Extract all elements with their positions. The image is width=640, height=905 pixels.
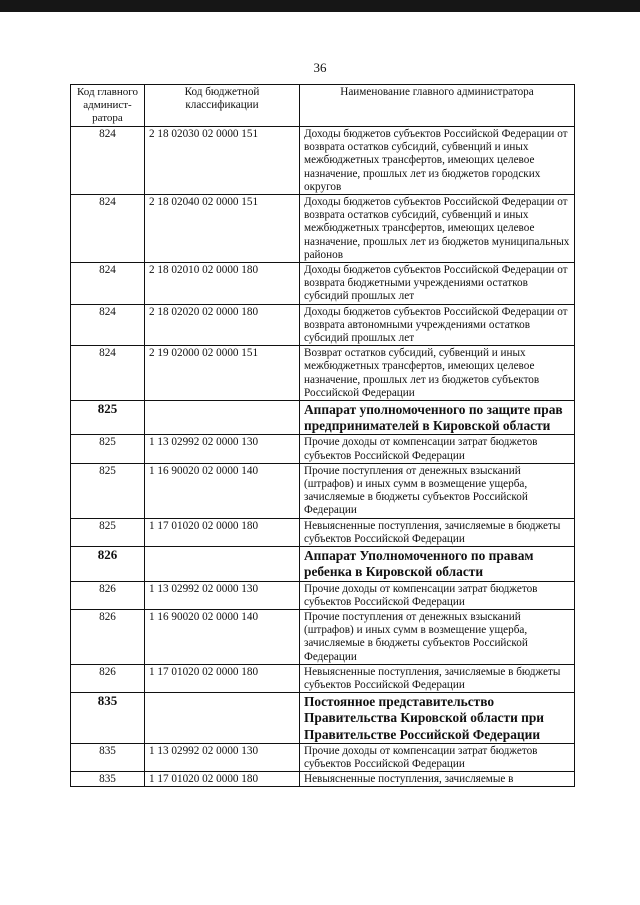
table-header-row bbox=[71, 85, 575, 127]
cell-admin-name: Прочие доходы от компенсации затрат бюджетов субъектов Российской Федерации bbox=[300, 435, 575, 463]
section-row bbox=[71, 401, 575, 435]
cell-admin-code: 825 bbox=[71, 435, 145, 463]
table-row bbox=[71, 127, 575, 195]
cell-budget-code: 2 18 02040 02 0000 151 bbox=[145, 195, 300, 263]
cell-admin-code: 824 bbox=[71, 263, 145, 305]
cell-admin-code: 835 bbox=[71, 693, 145, 744]
cell-budget-code: 1 17 01020 02 0000 180 bbox=[145, 772, 300, 787]
cell-budget-code: 1 13 02992 02 0000 130 bbox=[145, 581, 300, 609]
cell-budget-code: 2 18 02010 02 0000 180 bbox=[145, 263, 300, 305]
table-row bbox=[71, 581, 575, 609]
table-row bbox=[71, 435, 575, 463]
section-row bbox=[71, 547, 575, 581]
cell-admin-name: Доходы бюджетов субъектов Российской Федерации от возврата остатков субсидий, субвенций и иных межбюджетных трансфертов, имеющих целевое назначение, прошлых лет из бюджетов городских округов bbox=[300, 127, 575, 195]
cell-budget-code: 1 13 02992 02 0000 130 bbox=[145, 435, 300, 463]
cell-budget-code bbox=[145, 401, 300, 435]
cell-budget-code bbox=[145, 693, 300, 744]
cell-budget-code: 1 16 90020 02 0000 140 bbox=[145, 609, 300, 664]
cell-budget-code: 1 17 01020 02 0000 180 bbox=[145, 664, 300, 692]
table-row bbox=[71, 518, 575, 546]
cell-admin-name: Невыясненные поступления, зачисляемые в bbox=[300, 772, 575, 787]
table-row bbox=[71, 772, 575, 787]
cell-budget-code: 1 13 02992 02 0000 130 bbox=[145, 743, 300, 771]
cell-admin-code: 825 bbox=[71, 518, 145, 546]
cell-admin-code: 824 bbox=[71, 127, 145, 195]
cell-admin-code: 825 bbox=[71, 463, 145, 518]
cell-budget-code: 2 18 02030 02 0000 151 bbox=[145, 127, 300, 195]
cell-admin-name: Прочие доходы от компенсации затрат бюджетов субъектов Российской Федерации bbox=[300, 743, 575, 771]
table-row bbox=[71, 346, 575, 401]
cell-admin-name: Невыясненные поступления, зачисляемые в бюджеты субъектов Российской Федерации bbox=[300, 664, 575, 692]
cell-admin-code: 824 bbox=[71, 195, 145, 263]
cell-admin-code: 835 bbox=[71, 743, 145, 771]
section-row bbox=[71, 693, 575, 744]
cell-admin-code: 826 bbox=[71, 581, 145, 609]
table-row bbox=[71, 195, 575, 263]
cell-admin-code: 824 bbox=[71, 304, 145, 346]
cell-budget-code bbox=[145, 547, 300, 581]
cell-admin-code: 826 bbox=[71, 664, 145, 692]
cell-admin-name: Прочие поступления от денежных взысканий (штрафов) и иных сумм в возмещение ущерба, зачисляемые в бюджеты субъектов Российской Федерации bbox=[300, 463, 575, 518]
table-row bbox=[71, 664, 575, 692]
section-title: Аппарат Уполномоченного по правам ребенка в Кировской области bbox=[300, 547, 575, 581]
cell-budget-code: 2 18 02020 02 0000 180 bbox=[145, 304, 300, 346]
table-row bbox=[71, 263, 575, 305]
cell-admin-name: Доходы бюджетов субъектов Российской Федерации от возврата автономными учреждениями остатков субсидий прошлых лет bbox=[300, 304, 575, 346]
cell-budget-code: 1 16 90020 02 0000 140 bbox=[145, 463, 300, 518]
cell-admin-name: Прочие доходы от компенсации затрат бюджетов субъектов Российской Федерации bbox=[300, 581, 575, 609]
cell-admin-code: 824 bbox=[71, 346, 145, 401]
section-title: Постоянное представительство Правительства Кировской области при Правительстве Российской Федерации bbox=[300, 693, 575, 744]
cell-admin-code: 826 bbox=[71, 547, 145, 581]
header-admin-name: Наименование главного администратора bbox=[300, 85, 575, 127]
cell-admin-code: 826 bbox=[71, 609, 145, 664]
section-title: Аппарат уполномоченного по защите прав предпринимателей в Кировской области bbox=[300, 401, 575, 435]
cell-admin-name: Прочие поступления от денежных взысканий (штрафов) и иных сумм в возмещение ущерба, зачисляемые в бюджеты субъектов Российской Федерации bbox=[300, 609, 575, 664]
table-row bbox=[71, 304, 575, 346]
cell-admin-code: 825 bbox=[71, 401, 145, 435]
admin-codes-table bbox=[70, 84, 575, 787]
header-admin-code: Код главного админист-ратора bbox=[71, 85, 145, 127]
page-number: 36 bbox=[313, 60, 327, 75]
cell-admin-name: Доходы бюджетов субъектов Российской Федерации от возврата бюджетными учреждениями остатков субсидий прошлых лет bbox=[300, 263, 575, 305]
scan-top-border bbox=[0, 0, 640, 12]
cell-admin-code: 835 bbox=[71, 772, 145, 787]
table-row bbox=[71, 609, 575, 664]
cell-admin-name: Невыясненные поступления, зачисляемые в бюджеты субъектов Российской Федерации bbox=[300, 518, 575, 546]
table-body bbox=[71, 127, 575, 787]
table-row bbox=[71, 743, 575, 771]
table-row bbox=[71, 463, 575, 518]
cell-admin-name: Доходы бюджетов субъектов Российской Федерации от возврата остатков субсидий, субвенций и иных межбюджетных трансфертов, имеющих целевое назначение, прошлых лет из бюджетов муниципальных районов bbox=[300, 195, 575, 263]
cell-budget-code: 1 17 01020 02 0000 180 bbox=[145, 518, 300, 546]
cell-admin-name: Возврат остатков субсидий, субвенций и иных межбюджетных трансфертов, имеющих целевое назначение, прошлых лет из бюджетов субъектов Российской Федерации bbox=[300, 346, 575, 401]
header-budget-code: Код бюджетной классификации bbox=[145, 85, 300, 127]
cell-budget-code: 2 19 02000 02 0000 151 bbox=[145, 346, 300, 401]
